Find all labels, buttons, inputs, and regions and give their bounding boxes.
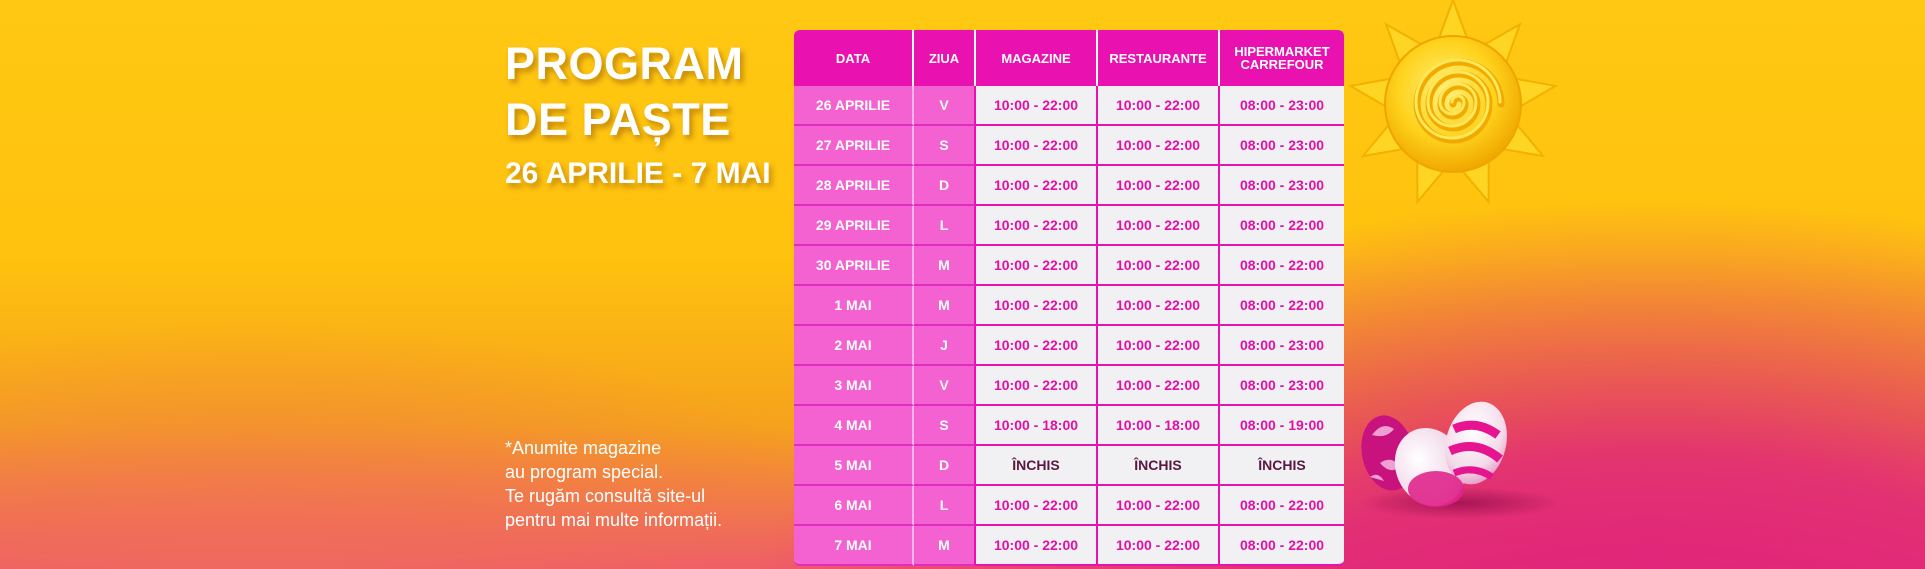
stores-hours-cell: 10:00 - 22:00 xyxy=(976,126,1098,166)
hypermarket-hours-cell: 08:00 - 19:00 xyxy=(1220,406,1344,446)
stores-hours-cell: 10:00 - 22:00 xyxy=(976,526,1098,566)
table-row xyxy=(794,86,1344,126)
schedule-table xyxy=(794,30,1344,553)
date-cell: 5 MAI xyxy=(794,446,914,486)
stores-hours-cell: 10:00 - 22:00 xyxy=(976,206,1098,246)
hypermarket-hours-cell: 08:00 - 23:00 xyxy=(1220,326,1344,366)
special-program-note xyxy=(505,436,722,532)
opening-hours-table xyxy=(794,30,1344,566)
date-cell: 30 APRILIE xyxy=(794,246,914,286)
column-header-restaurants: RESTAURANTE xyxy=(1098,30,1220,86)
stores-hours-cell: 10:00 - 22:00 xyxy=(976,246,1098,286)
sun-icon xyxy=(1345,0,1560,222)
day-cell: V xyxy=(914,366,976,406)
date-cell: 28 APRILIE xyxy=(794,166,914,206)
restaurants-hours-cell: 10:00 - 18:00 xyxy=(1098,406,1220,446)
date-cell: 1 MAI xyxy=(794,286,914,326)
restaurants-hours-cell: 10:00 - 22:00 xyxy=(1098,126,1220,166)
restaurants-hours-cell: 10:00 - 22:00 xyxy=(1098,366,1220,406)
hypermarket-hours-cell: 08:00 - 22:00 xyxy=(1220,486,1344,526)
hypermarket-hours-cell: 08:00 - 22:00 xyxy=(1220,526,1344,566)
stores-hours-cell: ÎNCHIS xyxy=(976,446,1098,486)
table-row xyxy=(794,126,1344,166)
day-cell: M xyxy=(914,526,976,566)
day-cell: D xyxy=(914,446,976,486)
hypermarket-hours-cell: ÎNCHIS xyxy=(1220,446,1344,486)
restaurants-hours-cell: 10:00 - 22:00 xyxy=(1098,526,1220,566)
note-line: au program special. xyxy=(505,462,664,482)
column-header-day: ZIUA xyxy=(914,30,976,86)
column-header-hypermarket: HIPERMARKET CARREFOUR xyxy=(1220,30,1344,86)
table-row xyxy=(794,246,1344,286)
table-row xyxy=(794,486,1344,526)
restaurants-hours-cell: 10:00 - 22:00 xyxy=(1098,166,1220,206)
stores-hours-cell: 10:00 - 22:00 xyxy=(976,326,1098,366)
table-row xyxy=(794,326,1344,366)
page-title-line1: PROGRAM xyxy=(505,38,744,89)
day-cell: M xyxy=(914,286,976,326)
day-cell: D xyxy=(914,166,976,206)
stores-hours-cell: 10:00 - 22:00 xyxy=(976,286,1098,326)
hypermarket-hours-cell: 08:00 - 22:00 xyxy=(1220,286,1344,326)
date-cell: 3 MAI xyxy=(794,366,914,406)
day-cell: M xyxy=(914,246,976,286)
easter-eggs-icon xyxy=(1350,385,1560,525)
table-row xyxy=(794,446,1344,486)
column-header-date: DATA xyxy=(794,30,914,86)
day-cell: S xyxy=(914,126,976,166)
day-cell: L xyxy=(914,206,976,246)
restaurants-hours-cell: 10:00 - 22:00 xyxy=(1098,486,1220,526)
restaurants-hours-cell: 10:00 - 22:00 xyxy=(1098,206,1220,246)
column-header-stores: MAGAZINE xyxy=(976,30,1098,86)
hypermarket-hours-cell: 08:00 - 23:00 xyxy=(1220,166,1344,206)
date-cell: 29 APRILIE xyxy=(794,206,914,246)
stores-hours-cell: 10:00 - 22:00 xyxy=(976,166,1098,206)
note-line: pentru mai multe informații. xyxy=(505,510,723,530)
day-cell: J xyxy=(914,326,976,366)
day-cell: S xyxy=(914,406,976,446)
date-cell: 7 MAI xyxy=(794,526,914,566)
day-cell: V xyxy=(914,86,976,126)
table-row xyxy=(794,286,1344,326)
restaurants-hours-cell: 10:00 - 22:00 xyxy=(1098,286,1220,326)
table-header-row xyxy=(794,30,1344,86)
table-row xyxy=(794,406,1344,446)
date-cell: 27 APRILIE xyxy=(794,126,914,166)
hypermarket-hours-cell: 08:00 - 22:00 xyxy=(1220,246,1344,286)
note-line: Te rugăm consultă site-ul xyxy=(505,486,706,506)
restaurants-hours-cell: 10:00 - 22:00 xyxy=(1098,326,1220,366)
promo-heading xyxy=(505,36,771,194)
table-row xyxy=(794,366,1344,406)
hypermarket-hours-cell: 08:00 - 23:00 xyxy=(1220,86,1344,126)
date-range: 26 APRILIE - 7 MAI xyxy=(505,157,771,190)
restaurants-hours-cell: ÎNCHIS xyxy=(1098,446,1220,486)
date-cell: 26 APRILIE xyxy=(794,86,914,126)
stores-hours-cell: 10:00 - 22:00 xyxy=(976,366,1098,406)
page-title-line2: DE PAȘTE xyxy=(505,94,731,145)
table-row xyxy=(794,206,1344,246)
stores-hours-cell: 10:00 - 22:00 xyxy=(976,486,1098,526)
hypermarket-hours-cell: 08:00 - 23:00 xyxy=(1220,126,1344,166)
day-cell: L xyxy=(914,486,976,526)
hypermarket-hours-cell: 08:00 - 23:00 xyxy=(1220,366,1344,406)
restaurants-hours-cell: 10:00 - 22:00 xyxy=(1098,86,1220,126)
note-line: *Anumite magazine xyxy=(505,438,662,458)
hypermarket-hours-cell: 08:00 - 22:00 xyxy=(1220,206,1344,246)
table-row xyxy=(794,166,1344,206)
stores-hours-cell: 10:00 - 18:00 xyxy=(976,406,1098,446)
date-cell: 6 MAI xyxy=(794,486,914,526)
table-row xyxy=(794,526,1344,566)
date-cell: 2 MAI xyxy=(794,326,914,366)
date-cell: 4 MAI xyxy=(794,406,914,446)
restaurants-hours-cell: 10:00 - 22:00 xyxy=(1098,246,1220,286)
stores-hours-cell: 10:00 - 22:00 xyxy=(976,86,1098,126)
